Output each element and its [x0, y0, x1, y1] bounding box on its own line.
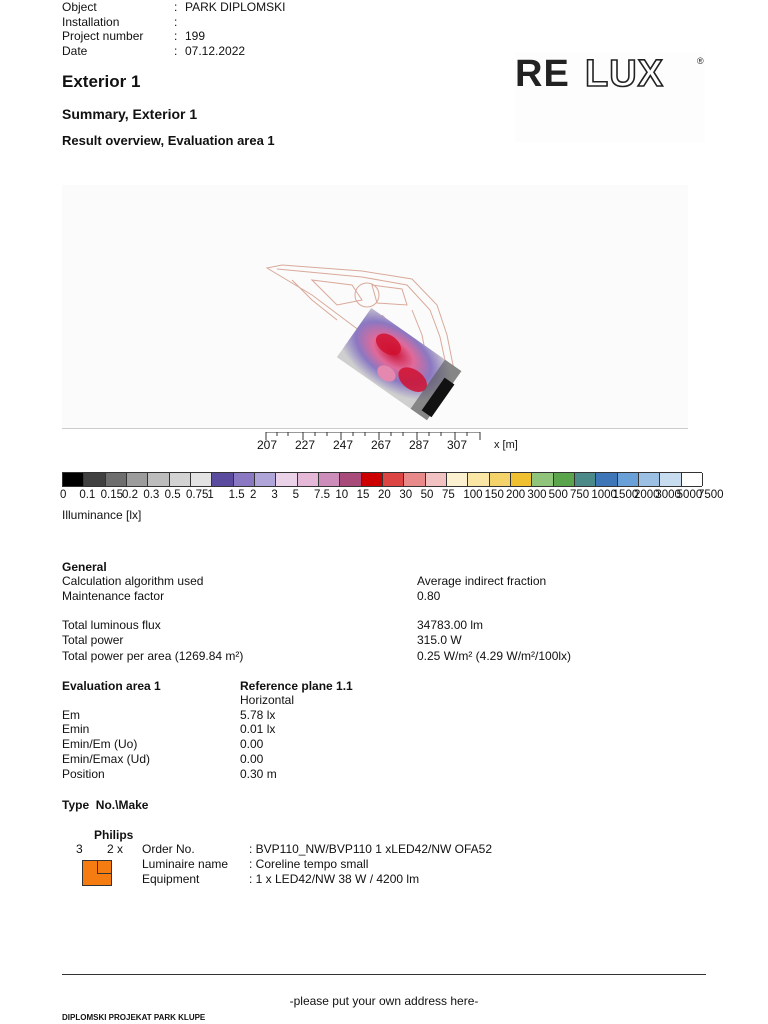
scale-label: 7.5: [314, 489, 330, 501]
luminaire-label: Equipment: [142, 872, 200, 886]
footer-divider: [62, 974, 706, 975]
scale-label: 0.3: [143, 489, 160, 501]
scale-swatch: [596, 473, 617, 486]
plane-orientation: Horizontal: [240, 693, 295, 707]
x-tick-label: 207: [257, 438, 278, 452]
x-tick-label: 267: [371, 438, 392, 452]
illuminance-scale-bar: [62, 472, 702, 487]
footer-project: DIPLOMSKI PROJEKAT PARK KLUPE: [62, 1013, 206, 1022]
eval-value: 0.30 m: [240, 767, 277, 781]
general-label: Total luminous flux: [62, 618, 161, 632]
scale-swatch: [426, 473, 447, 486]
meta-value: PARK DIPLOMSKI: [185, 0, 286, 14]
scale-label: 100: [463, 489, 483, 501]
scale-label: 750: [570, 489, 590, 501]
scale-swatch: [84, 473, 105, 486]
scale-swatch: [255, 473, 276, 486]
eval-label: Emin/Em (Uo): [62, 737, 138, 751]
scale-swatch: [191, 473, 212, 486]
meta-colon: :: [174, 29, 178, 43]
meta-value: 199: [185, 29, 206, 43]
scale-swatch: [554, 473, 575, 486]
evaluation-heading: Evaluation area 1: [62, 679, 161, 693]
scale-label: 2000: [634, 489, 660, 501]
scale-label: 300: [527, 489, 547, 501]
x-tick-label: 307: [447, 438, 468, 452]
scale-swatch: [575, 473, 596, 486]
page-title: Exterior 1: [62, 72, 141, 91]
scale-label: 1500: [612, 489, 639, 501]
scale-label: 0.1: [79, 489, 96, 501]
general-heading: General: [62, 560, 107, 574]
luminaire-label: Luminaire name: [142, 857, 229, 871]
scale-swatch: [276, 473, 297, 486]
eval-label: Emin/Emax (Ud): [62, 752, 151, 766]
eval-label: Emin: [62, 722, 90, 736]
svg-text:®: ®: [697, 56, 704, 66]
general-value: 315.0 W: [417, 633, 462, 647]
type-heading: Type No.\Make: [62, 798, 149, 812]
general-label: Total power per area (1269.84 m²): [62, 649, 244, 663]
scale-swatch: [362, 473, 383, 486]
scale-swatch: [170, 473, 191, 486]
scale-swatch: [511, 473, 532, 486]
relux-logo-mark: [515, 52, 705, 96]
scale-caption: Illuminance [lx]: [62, 508, 142, 522]
eval-value: 0.01 lx: [240, 722, 276, 736]
scale-swatch: [532, 473, 553, 486]
scale-swatch: [447, 473, 468, 486]
meta-colon: :: [174, 0, 178, 14]
luminaire-value: : BVP110_NW/BVP110 1 xLED42/NW OFA52: [249, 842, 492, 856]
relux-logo: [515, 52, 705, 142]
scale-swatch: [404, 473, 425, 486]
luminaire-label: Order No.: [142, 842, 195, 856]
scale-swatch: [490, 473, 511, 486]
meta-colon: :: [174, 14, 178, 29]
scale-swatch: [660, 473, 681, 486]
scale-label: 5000: [676, 489, 703, 501]
scale-label: 500: [548, 489, 568, 501]
reference-plane: Reference plane 1.1: [240, 679, 353, 693]
scale-swatch: [298, 473, 319, 486]
luminaire-value: : 1 x LED42/NW 38 W / 4200 lm: [249, 872, 420, 886]
scale-label: 200: [506, 489, 526, 501]
svg-text:LUX: LUX: [585, 53, 664, 95]
scale-label: 20: [378, 489, 391, 501]
scale-label: 2: [250, 489, 257, 501]
scale-label: 7500: [698, 489, 724, 501]
scale-label: 0: [60, 489, 67, 501]
general-label: Maintenance factor: [62, 589, 165, 603]
luminaire-make: Philips: [94, 828, 134, 842]
scale-label: 0.15: [100, 489, 124, 501]
x-tick-label: 287: [409, 438, 430, 452]
scale-label: 0.75: [186, 489, 209, 501]
eval-value: 0.00: [240, 737, 264, 751]
general-label: Calculation algorithm used: [62, 574, 204, 588]
scale-swatch: [63, 473, 84, 486]
meta-label: Installation: [62, 14, 120, 29]
illuminance-plot: [62, 185, 688, 428]
scale-label: 30: [399, 489, 413, 501]
eval-value: 0.00: [240, 752, 264, 766]
scale-swatch: [383, 473, 404, 486]
scale-label: 5: [292, 489, 300, 501]
plot-bottom-line: [62, 428, 688, 429]
luminaire-symbol-icon: [82, 860, 112, 886]
general-value: 34783.00 lm: [417, 618, 484, 632]
scale-label: 10: [335, 489, 349, 501]
scale-swatch: [340, 473, 361, 486]
footer-address: -please put your own address here-: [289, 994, 479, 1008]
luminaire-count: 2 x: [107, 842, 124, 856]
eval-label: Em: [62, 708, 80, 722]
eval-label: Position: [62, 767, 105, 781]
eval-value: 5.78 lx: [240, 708, 276, 722]
luminaire-value: : Coreline tempo small: [249, 857, 369, 871]
scale-label: 75: [442, 489, 455, 501]
x-tick-label: 227: [295, 438, 316, 452]
scale-label: 1.5: [228, 489, 245, 501]
meta-label: Object: [62, 0, 97, 14]
scale-label: 50: [420, 489, 434, 501]
scale-swatch: [106, 473, 127, 486]
scale-label: 150: [484, 489, 504, 501]
svg-text:RE: RE: [515, 53, 570, 95]
scale-label: 1: [207, 489, 214, 501]
scale-swatch: [639, 473, 660, 486]
scale-swatch: [212, 473, 233, 486]
meta-label: Date: [62, 43, 88, 58]
scale-label: 0.5: [164, 489, 181, 501]
scale-swatch: [319, 473, 340, 486]
scale-label: 3: [271, 489, 278, 501]
luminaire-type: 3: [76, 842, 83, 856]
meta-value: 07.12.2022: [185, 43, 246, 58]
scale-swatch: [234, 473, 255, 486]
scale-swatch: [468, 473, 489, 486]
meta-colon: :: [174, 43, 178, 58]
summary-title: Summary, Exterior 1: [62, 106, 198, 122]
scale-label: 15: [356, 489, 370, 501]
x-axis-unit: x [m]: [494, 439, 518, 451]
scale-swatch: [127, 473, 148, 486]
scale-swatch: [682, 473, 703, 486]
general-label: Total power: [62, 633, 124, 647]
general-value: 0.25 W/m² (4.29 W/m²/100lx): [417, 649, 572, 663]
general-value: Average indirect fraction: [417, 574, 547, 588]
scale-swatch: [148, 473, 169, 486]
general-value: 0.80: [417, 589, 441, 603]
plan-drawing: [62, 185, 688, 428]
x-tick-label: 247: [333, 438, 354, 452]
meta-label: Project number: [62, 29, 144, 43]
scale-label: 0.2: [122, 489, 138, 501]
result-title: Result overview, Evaluation area 1: [62, 133, 275, 148]
scale-label: 1000: [591, 489, 617, 501]
scale-label: 3000: [655, 489, 681, 501]
scale-swatch: [618, 473, 639, 486]
